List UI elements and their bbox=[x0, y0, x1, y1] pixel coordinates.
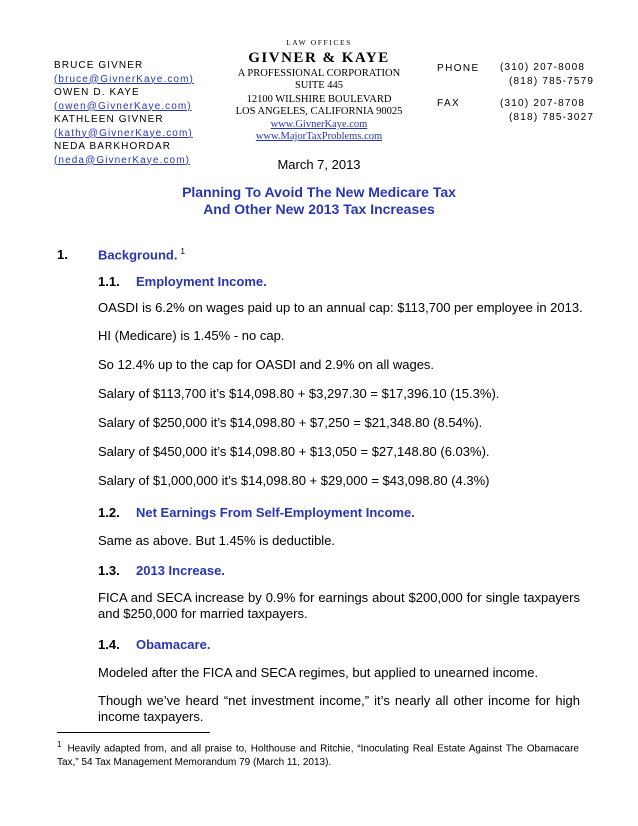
subsection-title: 2013 Increase. bbox=[136, 563, 225, 578]
section-title: Background. bbox=[98, 247, 178, 263]
paragraph: Salary of $250,000 it’s $14,098.80 + $7,250 = $21,348.80 (8.54%). bbox=[98, 415, 483, 430]
section-number: 1. bbox=[57, 247, 68, 262]
attorney-email[interactable]: (neda@GivnerKaye.com) bbox=[54, 154, 191, 166]
document-title: Planning To Avoid The New Medicare Tax bbox=[182, 184, 456, 200]
subsection-number: 1.3. bbox=[98, 563, 120, 578]
footnote-separator bbox=[57, 732, 210, 733]
subsection-number: 1.1. bbox=[98, 274, 120, 289]
firm-street: 12100 WILSHIRE BOULEVARD bbox=[246, 94, 392, 105]
paragraph: Salary of $450,000 it’s $14,098.80 + $13,050 = $27,148.80 (6.03%). bbox=[98, 444, 490, 459]
paragraph: HI (Medicare) is 1.45% - no cap. bbox=[98, 328, 285, 343]
firm-suite: SUITE 445 bbox=[294, 80, 344, 91]
phone-number: (818) 785-7579 bbox=[509, 76, 595, 87]
paragraph: Though we’ve heard “net investment income,” it’s nearly all other income for high income taxpayers. bbox=[98, 693, 580, 724]
paragraph: Salary of $113,700 it’s $14,098.80 + $3,297.30 = $17,396.10 (15.3%). bbox=[98, 386, 500, 401]
footnote-marker: 1 bbox=[57, 740, 62, 749]
attorney-list bbox=[54, 59, 194, 167]
paragraph: Salary of $1,000,000 it’s $14,098.80 + $29,000 = $43,098.80 (4.3%) bbox=[98, 473, 490, 488]
firm-city: LOS ANGELES, CALIFORNIA 90025 bbox=[235, 106, 403, 117]
website-link[interactable]: www.MajorTaxProblems.com bbox=[255, 131, 383, 142]
footnote bbox=[57, 738, 579, 770]
phone-number: (310) 207-8008 bbox=[500, 62, 586, 73]
subsection-number: 1.2. bbox=[98, 505, 120, 520]
fax-number: (818) 785-3027 bbox=[509, 112, 595, 123]
attorney-email[interactable]: (kathy@GivnerKaye.com) bbox=[54, 127, 193, 139]
paragraph: OASDI is 6.2% on wages paid up to an annual cap: $113,700 per employee in 2013. bbox=[98, 300, 583, 315]
attorney-name: BRUCE GIVNER bbox=[54, 60, 144, 71]
firm-name: GIVNER & KAYE bbox=[248, 50, 390, 66]
document-subtitle: And Other New 2013 Tax Increases bbox=[203, 201, 435, 217]
attorney-email[interactable]: (bruce@GivnerKaye.com) bbox=[54, 73, 194, 85]
fax-label: FAX bbox=[437, 98, 461, 109]
paragraph: Same as above. But 1.45% is deductible. bbox=[98, 533, 336, 548]
footnote-ref[interactable]: 1 bbox=[180, 247, 185, 256]
attorney-name: KATHLEEN GIVNER bbox=[54, 114, 164, 125]
document-date: March 7, 2013 bbox=[277, 157, 361, 172]
phone-label: PHONE bbox=[437, 63, 480, 74]
subsection-title: Net Earnings From Self-Employment Income. bbox=[136, 505, 415, 520]
firm-corporation: A PROFESSIONAL CORPORATION bbox=[237, 68, 401, 79]
website-link[interactable]: www.GivnerKaye.com bbox=[270, 119, 368, 130]
paragraph: Modeled after the FICA and SECA regimes, but applied to unearned income. bbox=[98, 665, 539, 680]
fax-number: (310) 207-8708 bbox=[500, 98, 586, 109]
section-heading bbox=[98, 247, 185, 262]
subsection-title: Employment Income. bbox=[136, 274, 267, 289]
subsection-title: Obamacare. bbox=[136, 637, 211, 652]
attorney-name: NEDA BARKHORDAR bbox=[54, 141, 172, 152]
subsection-number: 1.4. bbox=[98, 637, 120, 652]
footnote-text: Heavily adapted from, and all praise to, Holthouse and Ritchie, “Inoculating Real Estate Against The Obamacare Tax,” 54 Tax Management Memorandum 79 (March 11, 2013). bbox=[57, 743, 579, 769]
paragraph: So 12.4% up to the cap for OASDI and 2.9% on all wages. bbox=[98, 357, 435, 372]
paragraph: FICA and SECA increase by 0.9% for earnings about $200,000 for single taxpayers and $250,000 for married taxpayers. bbox=[98, 590, 580, 621]
attorney-email[interactable]: (owen@GivnerKaye.com) bbox=[54, 100, 192, 112]
law-offices-label: LAW OFFICES bbox=[286, 38, 352, 47]
attorney-name: OWEN D. KAYE bbox=[54, 87, 140, 98]
